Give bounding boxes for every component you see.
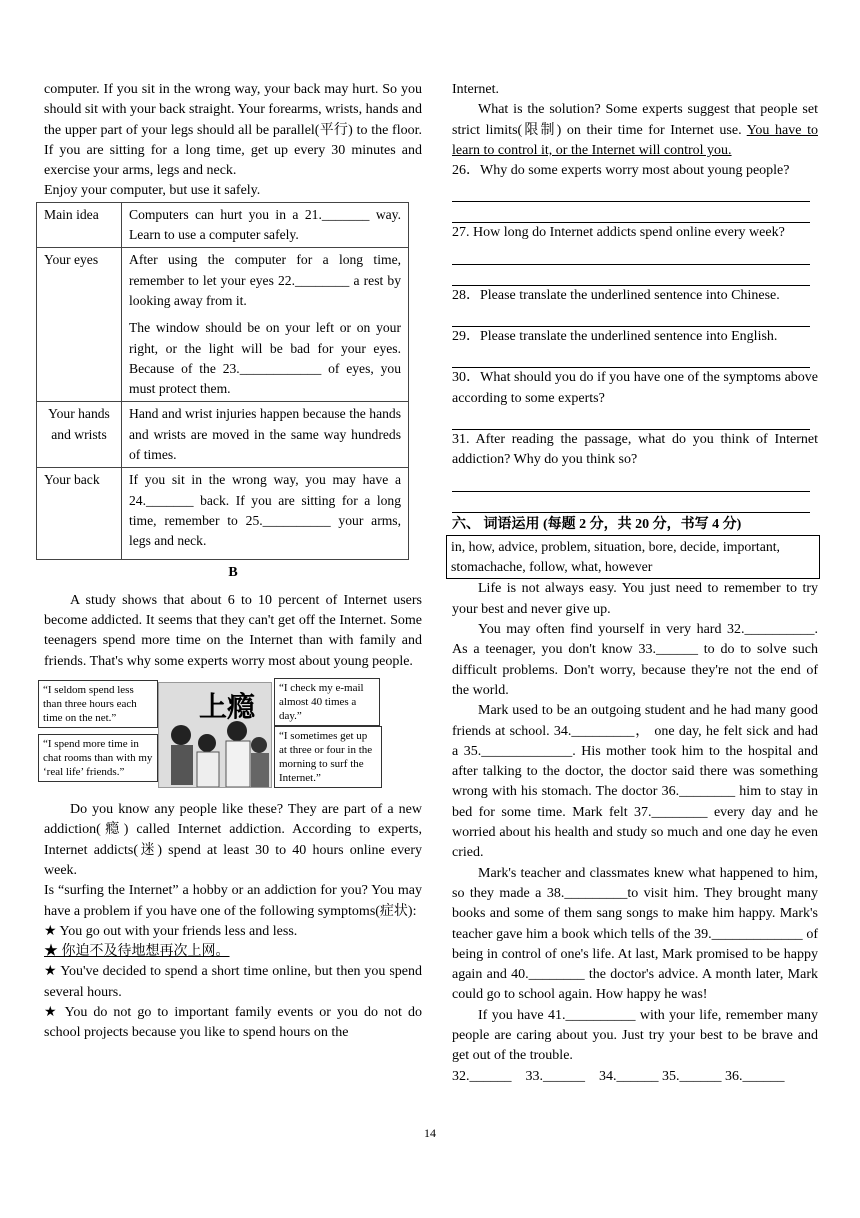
symptom-item: ★ You go out with your friends less and less. <box>44 923 298 939</box>
passage-a-closing: Enjoy your computer, but use it safely. <box>44 183 261 199</box>
photo-title: 上瘾 <box>199 690 256 724</box>
answer-line[interactable] <box>452 306 810 327</box>
table-row <box>37 202 409 248</box>
illustration <box>38 678 382 790</box>
question-27: 27. How long do Internet addicts spend online every week? <box>452 225 785 241</box>
symptom-item: ★ You do not go to important family events or you do not do school projects because you like to spend hours on the <box>44 1004 422 1041</box>
answer-line[interactable] <box>452 181 810 202</box>
cloze-paragraph: Mark used to be an outgoing student and he had many good friends at school. 34._________， one day, he felt sick and had a 35._____________. His mother took him to the hospital and after talking to the doctor, the doctor said there was something wrong with his stomach. The doctor 36.________ him to stay in bed for some time. Mark felt 37.________ every day and he worried about his health and study so much and one day he even cried. <box>452 703 818 861</box>
answer-line[interactable] <box>452 202 810 223</box>
question-28: 28．Please translate the underlined sentence into Chinese. <box>452 287 780 303</box>
section-heading: B <box>228 564 238 580</box>
row-body: Hand and wrist injuries happen because the hands and wrists are moved in the same way hundreds of times. <box>122 402 409 468</box>
solution-text: What is the solution? Some experts suggest that people set strict limits(限制) on their time for Internet use. <box>452 102 818 138</box>
question-26: 26．Why do some experts worry most about young people? <box>452 163 790 179</box>
section-6-heading: 六、 词语运用 (每题 2 分，共 20 分，书写 4 分) <box>452 516 742 532</box>
left-column <box>44 80 422 1044</box>
cloze-paragraph: Life is not always easy. You just need to remember to try your best and never give up. <box>452 581 818 617</box>
passage-b-paragraph: Do you know any people like these? They are part of a new addiction(瘾) called Internet addiction. According to experts, Internet addicts(迷) spend at least 30 to 40 hours online every week. <box>44 802 422 878</box>
speech-bubble: “I spend more time in chat rooms than with my ‘real life’ friends.” <box>38 734 158 782</box>
teenagers-photo <box>158 682 272 788</box>
answer-blanks[interactable]: 32.______ 33.______ 34.______ 35.______ 36.______ <box>452 1068 785 1084</box>
answer-line[interactable] <box>452 347 810 368</box>
passage-b-paragraph: A study shows that about 6 to 10 percent of Internet users become addicted. It seems that they can't get off the Internet. Some teenagers spend more time on the Internet than with family and friends. That's why some experts worry most about young people. <box>44 592 422 669</box>
answer-line[interactable] <box>452 471 810 492</box>
underlined-sentence: You have to learn to control it, or the Internet will control you. <box>452 122 819 158</box>
solution-paragraph <box>452 100 818 161</box>
word-bank: in, how, advice, problem, situation, bore, decide, important, stomachache, follow, what, however <box>446 535 820 580</box>
row-body-part: After using the computer for a long time, remember to let your eyes 22.________ a rest by looking away from it. <box>129 252 401 308</box>
question-31: 31. After reading the passage, what do you think of Internet addiction? Why do you think so? <box>452 431 818 468</box>
summary-table <box>36 202 409 560</box>
question-29: 29．Please translate the underlined sentence into English. <box>452 329 778 345</box>
table-row <box>37 468 409 559</box>
speech-bubble: “I check my e-mail almost 40 times a day.” <box>274 678 380 726</box>
page-number: 14 <box>424 1126 436 1140</box>
row-body: If you sit in the wrong way, you may have a 24._______ back. If you are sitting for a long time, remember to 25.__________ your arms, legs and neck. <box>122 468 409 559</box>
answer-line[interactable] <box>452 265 810 286</box>
speech-bubble: “I seldom spend less than three hours each time on the net.” <box>38 680 158 728</box>
passage-b-continued: Internet. <box>452 82 500 97</box>
passage-a-paragraph: computer. If you sit in the wrong way, your back may hurt. So you should sit with your back straight. Your forearms, wrists, hands and the upper part of your legs should all be parallel(平行) to the floor. If you are sitting for a long time, get up every 30 minutes and exercise your arms, legs and neck. <box>44 82 422 179</box>
cloze-paragraph: Mark's teacher and classmates knew what happened to him, so they made a 38._________to visit him. They brought many books and some of them sang songs to make him happy. Mark's teacher gave him a book which tells of the 39._____________ of being in control of one's life. At last, Mark promised to be happy again and 40.________ the doctor's advice. A month later, Mark could go to school again. How happy he was! <box>452 865 818 1003</box>
speech-bubble: “I sometimes get up at three or four in the morning to surf the Internet.” <box>274 726 382 788</box>
question-30: 30．What should you do if you have one of the symptoms above according to some experts? <box>452 370 818 406</box>
symptom-item: ★ You've decided to spend a short time online, but then you spend several hours. <box>44 964 422 1000</box>
right-column <box>452 80 818 1087</box>
answer-line[interactable] <box>452 492 810 513</box>
symptom-item: ★ 你迫不及待地想再次上网。 <box>44 944 230 960</box>
passage-b-paragraph: Is “surfing the Internet” a hobby or an addiction for you? You may have a problem if you have one of the following symptoms(症状): <box>44 883 422 919</box>
answer-line[interactable] <box>452 409 810 430</box>
row-head: Your eyes <box>37 248 122 402</box>
row-head: Main idea <box>37 202 122 248</box>
cloze-paragraph: If you have 41.__________ with your life, remember many people are caring about you. Just try your best to be brave and get out of the trouble. <box>452 1007 818 1064</box>
answer-line[interactable] <box>452 244 810 265</box>
table-row <box>37 402 409 468</box>
row-head: Your back <box>37 468 122 559</box>
cloze-paragraph: You may often find yourself in very hard 32.__________. As a teenager, you don't know 33.______ to do to solve such difficult problems. Don't worry, because they're not the end of the world. <box>452 622 818 698</box>
row-body-part: The window should be on your left or on your right, or the light will be bad for your eyes. Because of the 23.____________ of eyes, you must protect them. <box>129 320 401 397</box>
row-head: Your hands and wrists <box>37 402 122 468</box>
table-row <box>37 248 409 402</box>
row-body <box>122 248 409 402</box>
row-body: Computers can hurt you in a 21._______ way. Learn to use a computer safely. <box>122 202 409 248</box>
